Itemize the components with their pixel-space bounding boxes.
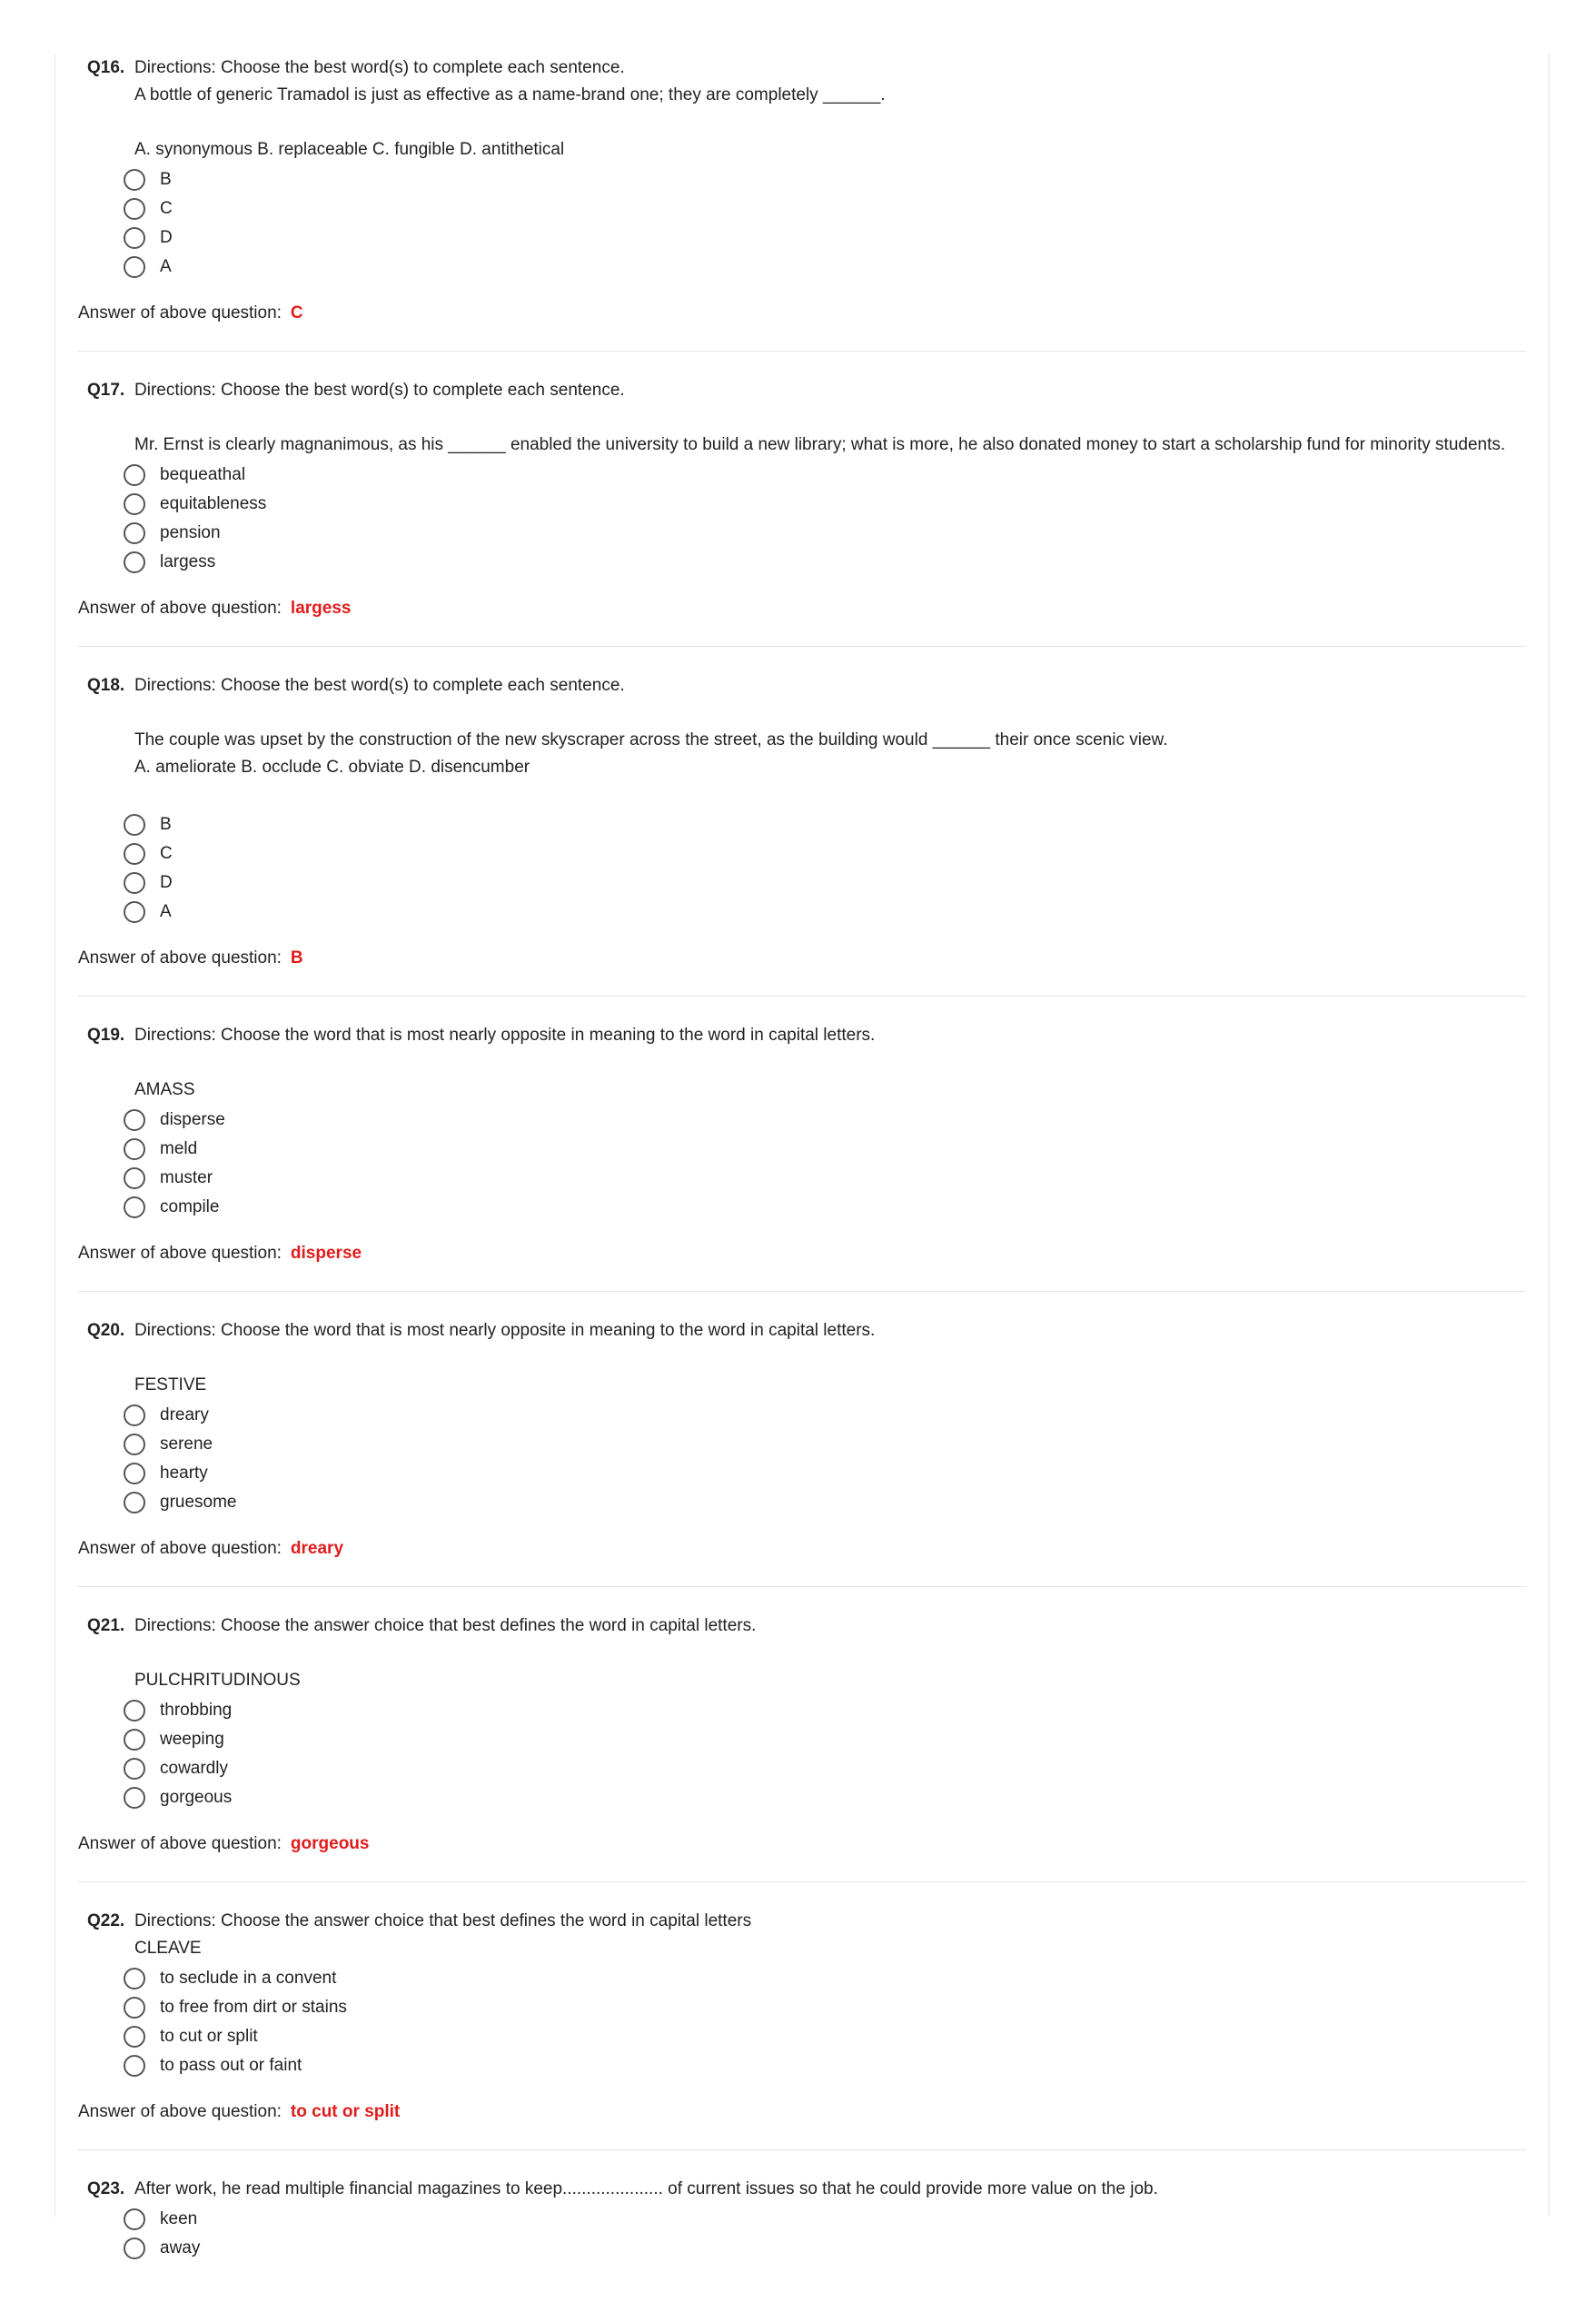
radio-button[interactable] — [124, 1787, 145, 1809]
radio-button[interactable] — [124, 1700, 145, 1722]
option-list — [124, 810, 1526, 927]
option-list — [124, 461, 1526, 577]
question-text: PULCHRITUDINOUS — [134, 1671, 301, 1690]
question-block — [78, 1317, 1526, 1587]
question-header — [78, 55, 1526, 82]
option-label: keen — [160, 2209, 198, 2228]
option-label: largess — [160, 552, 216, 571]
question-text: FESTIVE — [134, 1375, 207, 1394]
radio-button[interactable] — [124, 256, 145, 278]
option-label: pension — [160, 523, 221, 542]
question-number: Q20. — [87, 1321, 125, 1340]
option-row[interactable] — [124, 1783, 1526, 1812]
question-body — [78, 1935, 1526, 1962]
option-row[interactable] — [124, 1696, 1526, 1725]
radio-button[interactable] — [124, 1434, 145, 1455]
option-label: dreary — [160, 1405, 209, 1424]
spacer — [134, 1345, 1526, 1372]
spacer — [134, 1049, 1526, 1077]
option-row[interactable] — [124, 1401, 1526, 1430]
question-directions: Directions: Choose the best word(s) to complete each sentence. — [134, 676, 625, 695]
option-label: D — [160, 228, 173, 247]
question-header — [78, 1612, 1526, 1640]
question-header — [78, 377, 1526, 404]
option-label: gruesome — [160, 1493, 237, 1512]
option-list — [124, 2205, 1526, 2263]
radio-button[interactable] — [124, 493, 145, 515]
question-body — [78, 1345, 1526, 1399]
option-row[interactable] — [124, 490, 1526, 519]
option-label: to seclude in a convent — [160, 1969, 337, 1988]
option-label: throbbing — [160, 1701, 233, 1720]
radio-button[interactable] — [124, 872, 145, 894]
option-row[interactable] — [124, 253, 1526, 282]
question-block — [78, 377, 1526, 647]
option-row[interactable] — [124, 1193, 1526, 1222]
option-label: meld — [160, 1139, 198, 1158]
question-body — [78, 1049, 1526, 1104]
option-label: to cut or split — [160, 2027, 258, 2046]
answer-line — [78, 1831, 1526, 1858]
spacer — [134, 109, 1526, 136]
option-label: hearty — [160, 1464, 208, 1483]
option-row[interactable] — [124, 810, 1526, 839]
question-number: Q19. — [87, 1026, 125, 1045]
question-directions: Directions: Choose the word that is most nearly opposite in meaning to the word in capital letters. — [134, 1026, 876, 1045]
option-row[interactable] — [124, 1488, 1526, 1517]
option-label: gorgeous — [160, 1788, 233, 1807]
answer-label: Answer of above question: — [78, 1834, 282, 1853]
question-block — [78, 1022, 1526, 1292]
radio-button[interactable] — [124, 1463, 145, 1484]
option-row[interactable] — [124, 548, 1526, 577]
option-row[interactable] — [124, 223, 1526, 253]
option-label: equitableness — [160, 494, 267, 513]
option-row[interactable] — [124, 519, 1526, 548]
radio-button[interactable] — [124, 2055, 145, 2077]
answer-label: Answer of above question: — [78, 303, 282, 322]
option-row[interactable] — [124, 868, 1526, 898]
option-list — [124, 165, 1526, 282]
option-label: D — [160, 873, 173, 892]
question-header — [78, 1022, 1526, 1049]
answer-value: gorgeous — [290, 1834, 370, 1853]
answer-label: Answer of above question: — [78, 599, 282, 618]
option-row[interactable] — [124, 2205, 1526, 2234]
option-row[interactable] — [124, 1964, 1526, 1993]
option-row[interactable] — [124, 165, 1526, 194]
question-number: Q22. — [87, 1911, 125, 1930]
answer-label: Answer of above question: — [78, 1539, 282, 1558]
option-label: C — [160, 199, 173, 218]
radio-button[interactable] — [124, 1109, 145, 1131]
question-text: A. ameliorate B. occlude C. obviate D. disencumber — [134, 758, 530, 777]
option-list — [124, 1964, 1526, 2080]
answer-value: C — [290, 303, 303, 322]
radio-button[interactable] — [124, 1729, 145, 1751]
radio-button[interactable] — [124, 1138, 145, 1160]
option-list — [124, 1106, 1526, 1222]
radio-button[interactable] — [124, 1492, 145, 1513]
answer-line — [78, 1535, 1526, 1563]
option-label: B — [160, 815, 172, 834]
question-text: A. synonymous B. replaceable C. fungible D. antithetical — [134, 140, 565, 159]
question-number: Q21. — [87, 1616, 125, 1635]
option-row[interactable] — [124, 1135, 1526, 1164]
question-text: Mr. Ernst is clearly magnanimous, as his ______ enabled the university to build a new library; what is more, he also donated money to start a scholarship fund for minority students. — [134, 435, 1506, 454]
question-directions: Directions: Choose the word that is most nearly opposite in meaning to the word in capital letters. — [134, 1321, 876, 1340]
question-list — [78, 55, 1526, 2312]
question-block — [78, 55, 1526, 352]
question-body — [78, 404, 1526, 459]
option-label: compile — [160, 1197, 220, 1216]
question-text: A bottle of generic Tramadol is just as effective as a name-brand one; they are completely ______. — [134, 85, 886, 104]
radio-button[interactable] — [124, 169, 145, 191]
question-text: CLEAVE — [134, 1939, 202, 1958]
answer-label: Answer of above question: — [78, 2102, 282, 2121]
option-row[interactable] — [124, 1106, 1526, 1135]
option-label: C — [160, 844, 173, 863]
option-row[interactable] — [124, 1754, 1526, 1783]
spacer — [134, 404, 1526, 432]
spacer — [134, 781, 1526, 809]
answer-line — [78, 2099, 1526, 2126]
option-label: away — [160, 2238, 201, 2257]
option-row[interactable] — [124, 898, 1526, 927]
answer-value: dreary — [290, 1539, 344, 1558]
question-directions: Directions: Choose the answer choice that best defines the word in capital letters — [134, 1911, 752, 1930]
question-header — [78, 2176, 1526, 2203]
option-label: cowardly — [160, 1759, 228, 1778]
option-label: to free from dirt or stains — [160, 1998, 347, 2017]
option-row[interactable] — [124, 839, 1526, 868]
question-directions: Directions: Choose the best word(s) to complete each sentence. — [134, 58, 625, 77]
option-label: bequeathal — [160, 465, 246, 484]
option-row[interactable] — [124, 1725, 1526, 1754]
radio-button[interactable] — [124, 464, 145, 486]
radio-button[interactable] — [124, 2238, 145, 2259]
question-block — [78, 1908, 1526, 2150]
option-row[interactable] — [124, 194, 1526, 223]
question-block — [78, 1612, 1526, 1882]
answer-value: disperse — [290, 1244, 362, 1263]
question-number: Q23. — [87, 2179, 125, 2198]
option-label: disperse — [160, 1110, 225, 1129]
radio-button[interactable] — [124, 1196, 145, 1218]
question-header — [78, 672, 1526, 700]
option-label: B — [160, 170, 172, 189]
option-label: A — [160, 902, 172, 921]
radio-button[interactable] — [124, 2208, 145, 2230]
answer-line — [78, 945, 1526, 972]
question-header — [78, 1317, 1526, 1345]
question-directions: Directions: Choose the best word(s) to complete each sentence. — [134, 381, 625, 400]
radio-button[interactable] — [124, 901, 145, 923]
option-row[interactable] — [124, 1164, 1526, 1193]
answer-value: largess — [290, 599, 352, 618]
question-directions: Directions: Choose the answer choice that best defines the word in capital letters. — [134, 1616, 757, 1635]
radio-button[interactable] — [124, 1167, 145, 1189]
radio-button[interactable] — [124, 1997, 145, 2019]
question-body — [78, 82, 1526, 164]
option-row[interactable] — [124, 461, 1526, 490]
answer-line — [78, 1240, 1526, 1267]
radio-button[interactable] — [124, 1758, 145, 1780]
radio-button[interactable] — [124, 2026, 145, 2048]
radio-button[interactable] — [124, 551, 145, 573]
option-row[interactable] — [124, 1459, 1526, 1488]
radio-button[interactable] — [124, 1968, 145, 1990]
option-row[interactable] — [124, 1993, 1526, 2022]
question-body — [78, 1640, 1526, 1694]
question-text: The couple was upset by the construction of the new skyscraper across the street, as the building would ______ their once scenic view. — [134, 730, 1168, 749]
option-label: A — [160, 257, 172, 276]
question-block — [78, 672, 1526, 997]
option-list — [124, 1696, 1526, 1812]
question-number: Q17. — [87, 381, 125, 400]
option-row[interactable] — [124, 2022, 1526, 2051]
question-text: AMASS — [134, 1080, 195, 1099]
radio-button[interactable] — [124, 198, 145, 220]
answer-label: Answer of above question: — [78, 948, 282, 967]
radio-button[interactable] — [124, 1404, 145, 1426]
radio-button[interactable] — [124, 843, 145, 865]
answer-label: Answer of above question: — [78, 1244, 282, 1263]
option-label: to pass out or faint — [160, 2056, 302, 2075]
question-number: Q16. — [87, 58, 125, 77]
radio-button[interactable] — [124, 814, 145, 836]
question-header — [78, 1908, 1526, 1935]
question-body — [78, 700, 1526, 809]
answer-line — [78, 595, 1526, 622]
question-number: Q18. — [87, 676, 125, 695]
option-label: serene — [160, 1434, 213, 1454]
spacer — [134, 1640, 1526, 1667]
radio-button[interactable] — [124, 227, 145, 249]
spacer — [134, 700, 1526, 727]
question-block — [78, 2176, 1526, 2287]
option-label: weeping — [160, 1730, 224, 1749]
option-row[interactable] — [124, 2234, 1526, 2263]
option-row[interactable] — [124, 1430, 1526, 1459]
option-row[interactable] — [124, 2051, 1526, 2080]
answer-value: B — [290, 948, 303, 967]
answer-line — [78, 300, 1526, 327]
option-list — [124, 1401, 1526, 1517]
option-label: muster — [160, 1168, 213, 1187]
question-directions: After work, he read multiple financial magazines to keep..................... of current issues so that he could provide more value on the job. — [134, 2179, 1158, 2198]
answer-value: to cut or split — [290, 2102, 401, 2121]
radio-button[interactable] — [124, 522, 145, 544]
